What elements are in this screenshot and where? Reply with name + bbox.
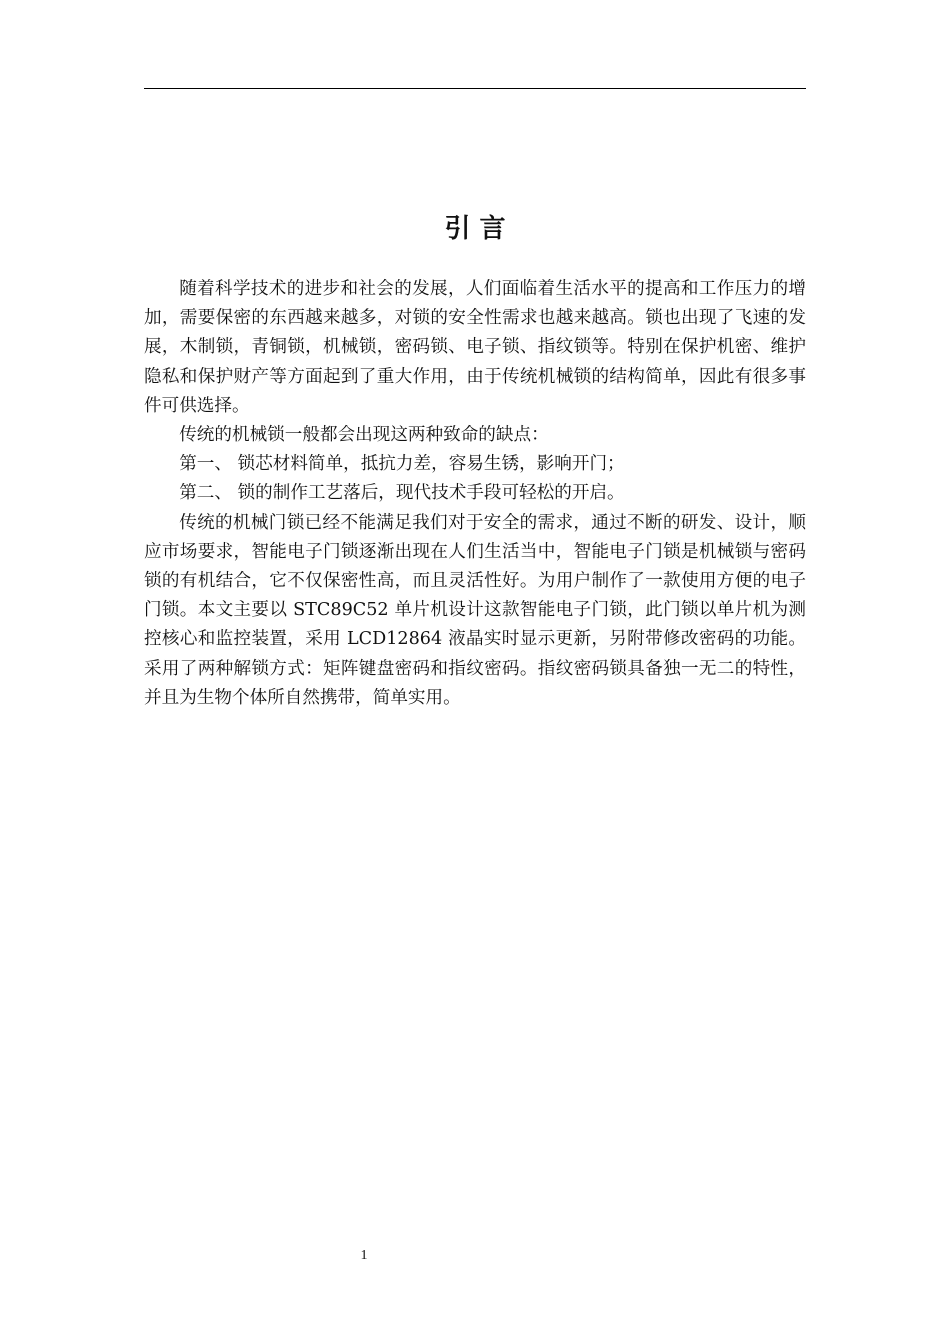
- page-title: 引 言: [444, 214, 506, 244]
- body-text: [144, 275, 806, 713]
- paragraph-defect-two: 第二、 锁的制作工艺落后，现代技术手段可轻松的开启。: [179, 483, 625, 504]
- header-rule: [144, 88, 806, 89]
- page-number: 1: [360, 1248, 368, 1263]
- paragraph-intro: 随着科学技术的进步和社会的发展，人们面临着生活水平的提高和工作压力的增加，需要保密的东西越来越多，对锁的安全性需求也越来越高。锁也出现了飞速的发展，木制锁，青铜锁，机械锁，密码锁、电子锁、指纹锁等。特别在保护机密、维护隐私和保护财产等方面起到了重大作用，由于传统机械锁的结构简单，因此有很多事件可供选择。: [144, 279, 806, 416]
- paragraph-defects-lead: 传统的机械锁一般都会出现这两种致命的缺点：: [179, 425, 549, 446]
- paragraph-defect-one: 第一、 锁芯材料简单，抵抗力差，容易生锈，影响开门；: [179, 454, 625, 475]
- paragraph-design: 传统的机械门锁已经不能满足我们对于安全的需求，通过不断的研发、设计，顺应市场要求，智能电子门锁逐渐出现在人们生活当中，智能电子门锁是机械锁与密码锁的有机结合，它不仅保密性高，而且灵活性好。为用户制作了一款使用方便的电子门锁。本文主要以 STC89C52 单片机设计这款智能电子门锁，此门锁以单片机为测控核心和监控装置，采用 LCD12864 液晶实时显示更新，另附带修改密码的功能。采用了两种解锁方式：矩阵键盘密码和指纹密码。指纹密码锁具备独一无二的特性，并且为生物个体所自然携带，简单实用。: [144, 512, 806, 708]
